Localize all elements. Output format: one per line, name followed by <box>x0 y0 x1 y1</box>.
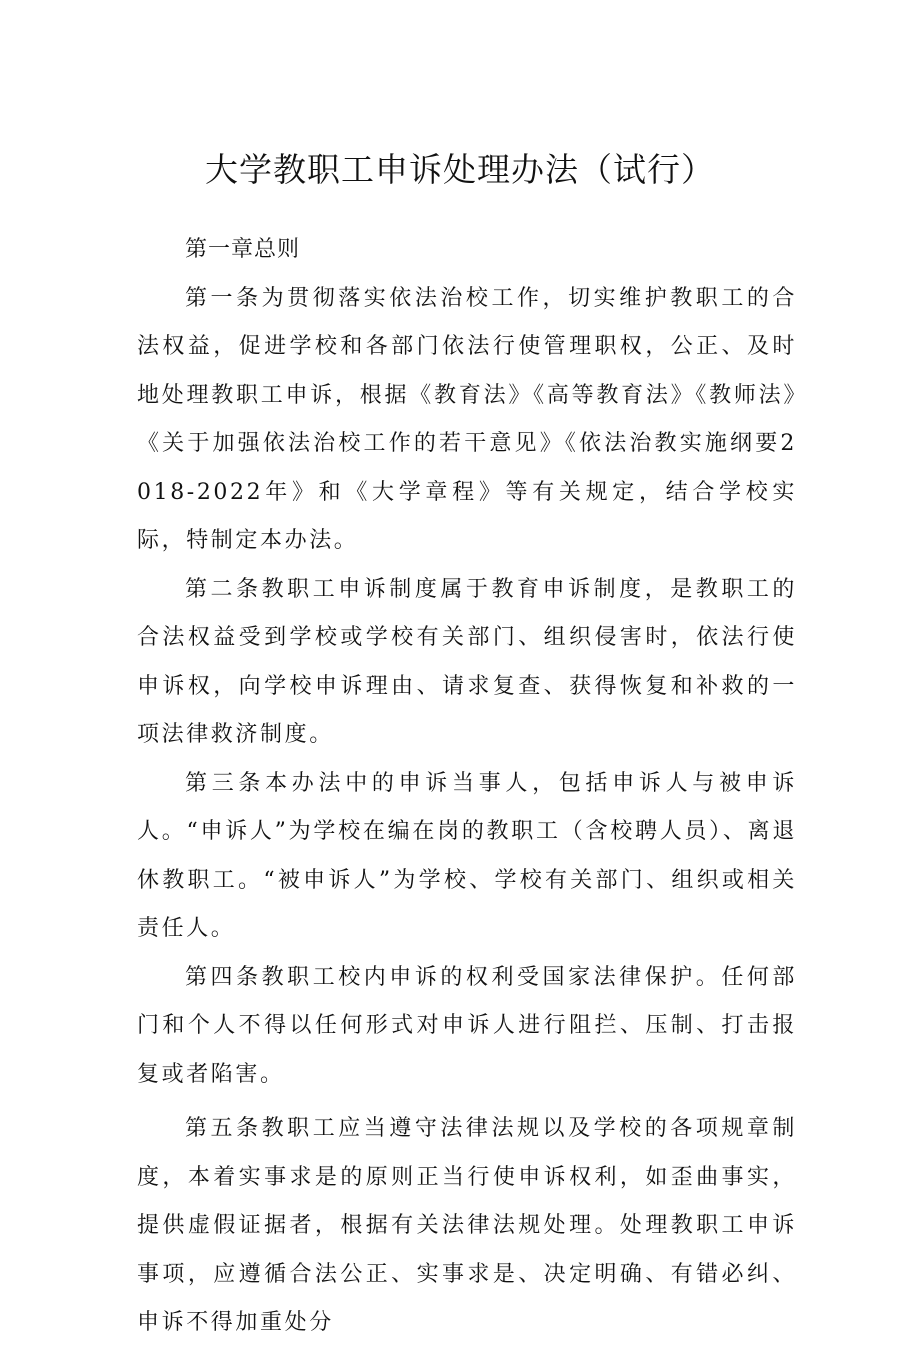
article-3: 第三条本办法中的申诉当事人，包括申诉人与被申诉人。“申诉人”为学校在编在岗的教职工（含校聘人员）、离退休教职工。“被申诉人”为学校、学校有关部门、组织或相关责任人。 <box>137 770 797 941</box>
document-title: 大学教职工申诉处理办法（试行） <box>205 150 715 189</box>
article-1: 第一条为贯彻落实依法治校工作，切实维护教职工的合法权益，促进学校和各部门依法行使管理职权，公正、及时地处理教职工申诉，根据《教育法》《高等教育法》《教师法》《关于加强依法治校工作的若干意见》《依法治教实施纲要2018-2022年》和《大学章程》等有关规定，结合学校实际，特制定本办法。 <box>137 285 797 553</box>
article-4: 第四条教职工校内申诉的权利受国家法律保护。任何部门和个人不得以任何形式对申诉人进行阻拦、压制、打击报复或者陷害。 <box>137 964 797 1087</box>
document-body <box>137 226 797 1348</box>
article-5: 第五条教职工应当遵守法律法规以及学校的各项规章制度，本着实事求是的原则正当行使申诉权利，如歪曲事实，提供虚假证据者，根据有关法律法规处理。处理教职工申诉事项，应遵循合法公正、实事求是、决定明确、有错必纠、申诉不得加重处分 <box>137 1116 797 1335</box>
chapter-heading: 第一章总则 <box>185 237 301 262</box>
article-2: 第二条教职工申诉制度属于教育申诉制度，是教职工的合法权益受到学校或学校有关部门、组织侵害时，依法行使申诉权，向学校申诉理由、请求复查、获得恢复和补救的一项法律救济制度。 <box>137 576 797 747</box>
